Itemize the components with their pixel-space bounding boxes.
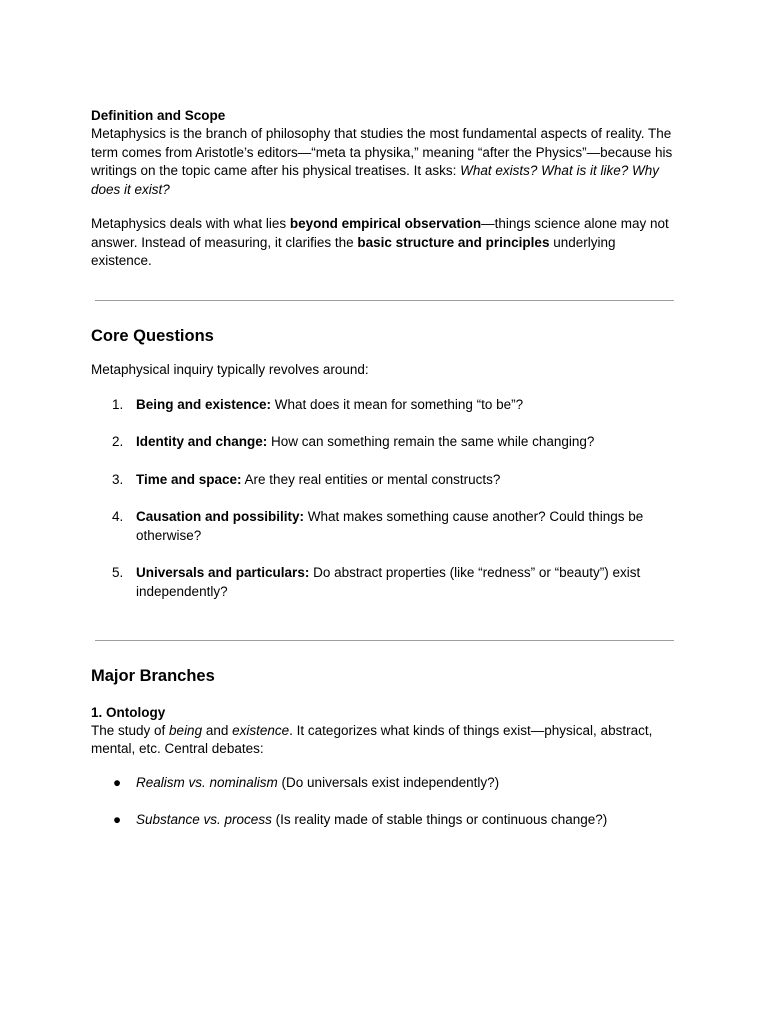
list-item [91,508,676,545]
list-number: 1. [112,396,124,412]
list-text: How can something remain the same while changing? [267,434,595,450]
bullet-icon: ● [113,812,122,828]
major-branches-heading: Major Branches [91,666,215,685]
ontology-bullet-list [91,774,676,830]
list-text: Are they real entities or mental constructs? [241,471,501,487]
list-number: 3. [112,471,124,487]
ontology-text-a: The study of [91,722,170,738]
list-term: Universals and particulars: [136,565,310,581]
list-text: What makes something cause another? Could things be otherwise? [136,509,644,543]
list-item [91,564,676,601]
core-questions-heading: Core Questions [91,326,214,345]
ontology-title: 1. Ontology [91,704,166,720]
core-questions-list [91,396,676,602]
list-item [91,811,676,830]
list-number: 5. [112,565,124,581]
list-number: 4. [112,509,124,525]
bullet-italic: Substance vs. process [136,812,272,828]
ontology-italic-existence: existence [232,722,290,738]
ontology-italic-being: being [169,722,203,738]
definition-paragraph-1 [91,125,676,200]
list-item [91,396,676,415]
definition-questions: What exists? What is it like? Why does it exist? [91,163,659,198]
section-divider [95,640,674,641]
list-number: 2. [112,434,124,450]
ontology-text-c: . It categorizes what kinds of things exist—physical, abstract, mental, etc. Central debates: [91,722,653,757]
list-term: Identity and change: [136,434,268,450]
p2-bold-a: beyond empirical observation [289,215,482,231]
bullet-icon: ● [113,775,122,791]
p2-text-c: underlying existence. [91,234,616,269]
bullet-text: (Do universals exist independently?) [277,775,500,791]
list-term: Being and existence: [136,396,272,412]
bullet-text: (Is reality made of stable things or continuous change?) [271,812,608,828]
section-divider [95,300,674,301]
definition-paragraph-2 [91,215,676,271]
definition-text: Metaphysics is the branch of philosophy that studies the most fundamental aspects of reality. The term comes from Aristotle’s editors—“meta ta physika,” meaning “after the Physics”—because his writings on the topic came after his physical treatises. It asks: [91,126,673,179]
definition-title: Definition and Scope [91,108,226,123]
p2-bold-b: basic structure and principles [357,234,550,250]
list-item [91,433,676,452]
core-intro: Metaphysical inquiry typically revolves around: [91,361,369,377]
document-page [91,106,676,848]
list-term: Causation and possibility: [136,509,305,525]
list-text: What does it mean for something “to be”? [271,396,524,412]
list-text: Do abstract properties (like “redness” or “beauty”) exist independently? [136,565,641,600]
list-term: Time and space: [136,471,242,487]
bullet-italic: Realism vs. nominalism [136,775,278,791]
list-item [91,774,676,793]
p2-text-a: Metaphysics deals with what lies [91,215,290,231]
ontology-text-b: and [202,722,233,738]
ontology-paragraph [91,722,676,759]
list-item [91,471,676,490]
p2-text-b: —things science alone may not answer. Instead of measuring, it clarifies the [91,215,669,250]
